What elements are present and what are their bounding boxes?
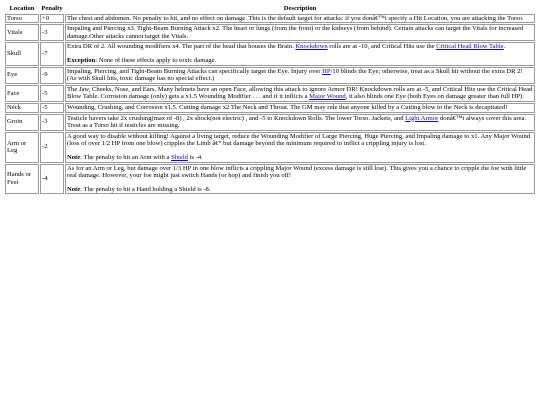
- description-cell: [65, 114, 535, 131]
- penalty-cell: -2: [40, 132, 64, 163]
- description-cell: [65, 164, 535, 195]
- table-row-groin: [5, 114, 535, 131]
- table-row-skull: [5, 42, 535, 65]
- description-text: Extra DR of 2. All wounding modifiers x4. The part of the head that houses the Brain. Knockdown rolls are at -10, and Critical Hits use the Critical Head Blow Table.: [67, 43, 506, 51]
- link-hp[interactable]: HP: [322, 67, 331, 75]
- description-text: The Jaw, Cheeks, Nose, and Ears. Many helmets have an open Face, allowing this attack to ignore Armor DR! Knockdown rolls are at -5, and Critical Hits use the Critical Head Blow Table. Corrosion damage (only) gets a x1.5 Wounding Modifier . . . and if it inflicts a Major Wound, it also blinds one Eye (both Eyes on damage greater than full HP).: [67, 85, 533, 101]
- note-label: Note: [67, 185, 81, 193]
- link-knockdown[interactable]: Knockdown: [295, 43, 328, 51]
- description-note: Note: The penalty to hit an Arm with a Shield is -4.: [67, 153, 203, 161]
- table-body: [5, 14, 535, 195]
- location-cell: Neck: [5, 103, 39, 113]
- description-note: Exception: None of these effects apply to toxic damage.: [67, 56, 217, 64]
- description-text: As for an Arm or Leg, but damage over 1/3 HP in one blow inflicts a crippling Major Wound (excess damage is still lost). This gives you a chance to cripple the foe with little real damage. However, your foe might just switch Hands (or hop) and finish you off!: [67, 164, 527, 180]
- description-text: Wounding, Crushing, and Corrosion x1.5. Cutting damage x2 The Neck and Throat. The GM may rule that anyone killed by a Cutting blow to the Neck is decapitated!: [67, 103, 508, 111]
- penalty-cell: -3: [40, 114, 64, 131]
- hit-location-table: [4, 4, 536, 195]
- table-row-face: [5, 85, 535, 102]
- header-penalty: Penalty: [41, 5, 63, 12]
- link-shield[interactable]: Shield: [171, 153, 188, 161]
- table-row-arm-or-leg: [5, 132, 535, 163]
- penalty-cell: -5: [40, 85, 64, 102]
- location-cell: Torso: [5, 14, 39, 24]
- table-row-neck: [5, 103, 535, 113]
- location-cell: Vitals: [5, 24, 39, 41]
- location-cell: Face: [5, 85, 39, 102]
- description-cell: [65, 85, 535, 102]
- penalty-cell: +0: [40, 14, 64, 24]
- penalty-cell: -7: [40, 42, 64, 65]
- penalty-cell: -9: [40, 67, 64, 84]
- header-row: [5, 5, 535, 13]
- location-cell: Skull: [5, 42, 39, 65]
- link-major-wound[interactable]: Major Wound: [309, 93, 346, 101]
- note-label: Exception: [67, 56, 96, 64]
- description-cell: [65, 67, 535, 84]
- table-row-eye: [5, 67, 535, 84]
- description-text: A good way to disable without killing! Against a living target, reduce the Wounding Modifier of Large Piercing, Huge Piercing, and Impaling damage to x1. Any Major Wound (loss of over 1/2 HP from one blow) cripples the Limb â€“ but damage beyond the minimum required to inflict a crippling injury is lost.: [67, 132, 531, 148]
- description-text: Impaling, Piercing, and Tight-Beam Burning Attacks can specifically target the Eye. Injury over HP/10 blinds the Eye; otherwise, treat as a Skull hit without the extra DR 2! (As with Skull hits, toxic damage has no special effect.): [67, 67, 523, 83]
- penalty-cell: -3: [40, 24, 64, 41]
- description-cell: [65, 103, 535, 113]
- link-light-armor[interactable]: Light Armor: [405, 114, 439, 122]
- location-cell: Groin: [5, 114, 39, 131]
- table-row-hands-or-feet: [5, 164, 535, 195]
- description-cell: [65, 42, 535, 65]
- location-cell: Hands or Feet: [5, 164, 39, 195]
- note-label: Note: [67, 153, 81, 161]
- description-cell: [65, 24, 535, 41]
- table-row-vitals: [5, 24, 535, 41]
- description-text: The chest and abdomen. No penalty to hit, and no effect on damage. This is the default target for attacks: if you donâ€™t specify a Hit Location, you are attacking the Torso.: [67, 14, 524, 22]
- penalty-cell: -4: [40, 164, 64, 195]
- table-row-torso: [5, 14, 535, 24]
- header-description: Description: [283, 5, 317, 12]
- description-cell: [65, 132, 535, 163]
- location-cell: Arm or Leg: [5, 132, 39, 163]
- location-cell: Eye: [5, 67, 39, 84]
- header-location: Location: [9, 5, 35, 12]
- penalty-cell: -5: [40, 103, 64, 113]
- description-cell: [65, 14, 535, 24]
- link-critical-head-blow-table[interactable]: Critical Head Blow Table: [436, 43, 504, 51]
- description-note: Note: The penalty to hit a Hand holding a Shield is -8.: [67, 185, 211, 193]
- description-text: Impaling and Piercing x3. Tight-Beam Burning Attack x2. The heart or lungs (from the front) or the kidneys (from behind). Certain attacks can target the Vitals for increased damage.Other attacks cannot target the Vitals.: [67, 25, 524, 40]
- description-text: Testicle havers take 2x crushing(max of -8) , 2x shock(not electric) , and -5 to Knockdown Rolls. The lower Torso. Jackets, and Light Armor donâ€™t always cover this area. Treat as a Torso hit if testicles are missing.: [67, 114, 527, 130]
